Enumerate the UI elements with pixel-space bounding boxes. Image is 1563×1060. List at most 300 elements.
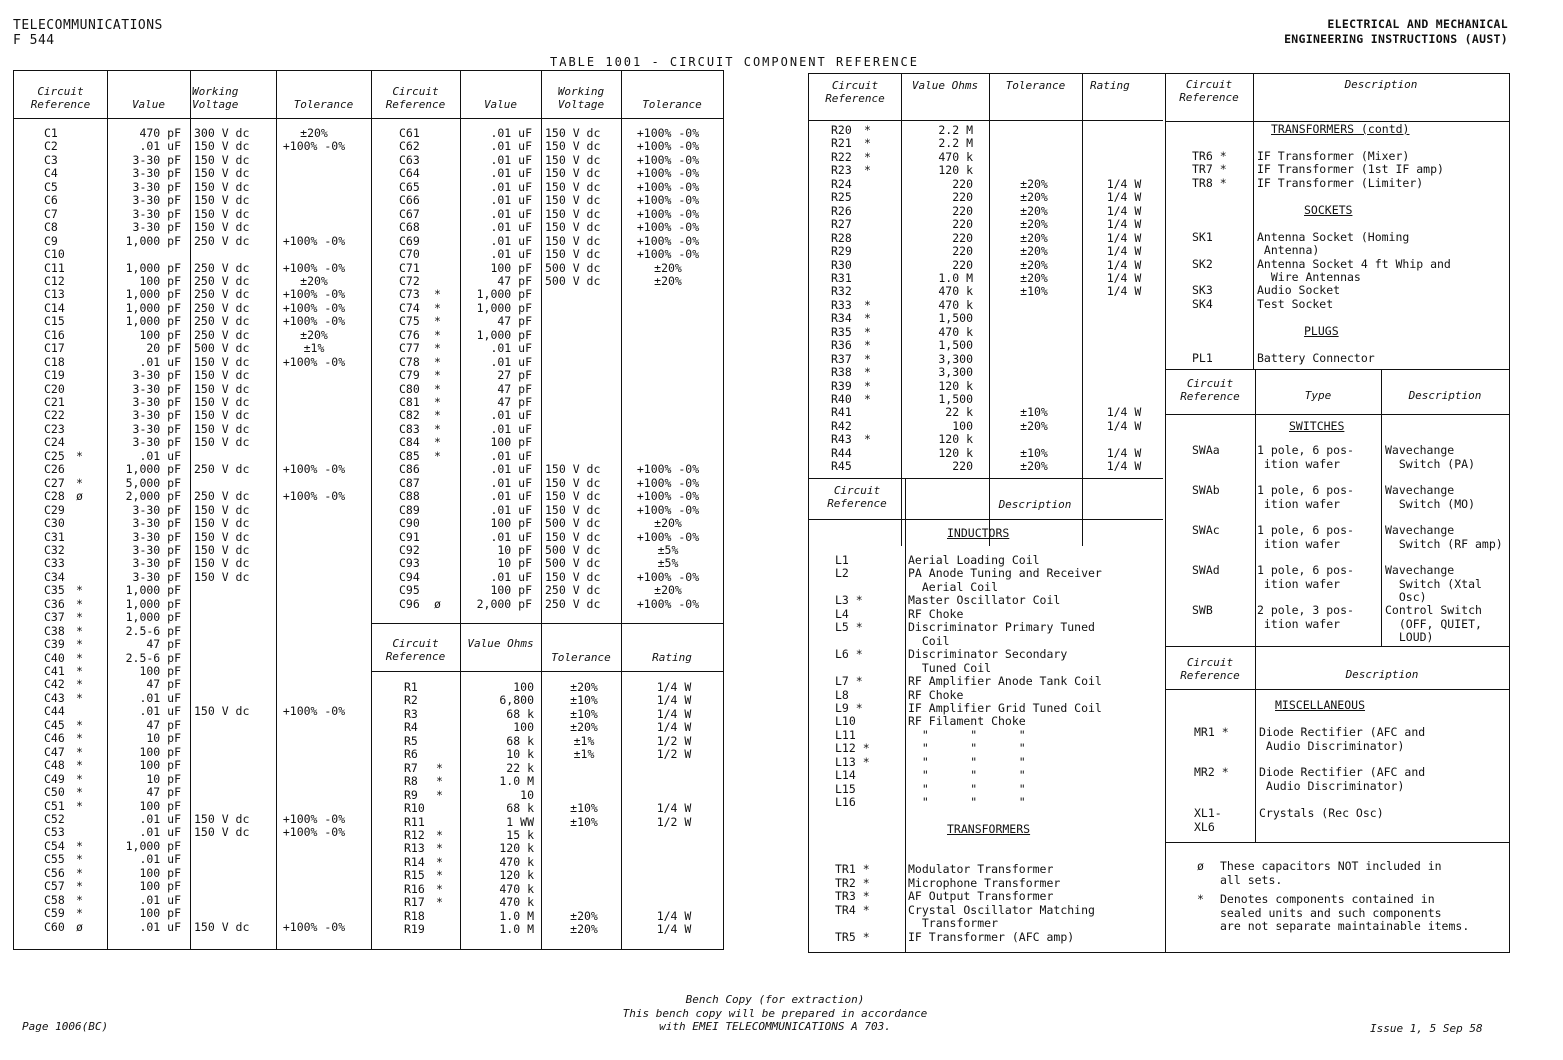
sealed-marker: *: [864, 365, 871, 380]
resistor-ref: R2: [404, 693, 418, 708]
tolerance: ±5%: [657, 556, 679, 571]
capacitor-ref: C96: [399, 596, 420, 611]
footnote-symbol: *: [1197, 892, 1204, 906]
working-voltage: 150 V dc: [545, 220, 601, 235]
bench-copy-note: [540, 993, 1010, 1034]
rating: 1/4 W: [656, 720, 692, 735]
resistor-value: 22 k: [945, 405, 973, 420]
working-voltage: 250 V dc: [194, 314, 250, 329]
capacitor-value: .01 uF: [490, 421, 532, 436]
capacitor-value: .01 uF: [139, 892, 181, 907]
component-ref: L4: [835, 606, 849, 621]
capacitor-ref: C46: [44, 731, 65, 746]
resistor-value: 220: [952, 203, 973, 218]
tolerance: ±20%: [1020, 270, 1048, 285]
capacitor-value: 1,000 pF: [125, 300, 181, 315]
capacitor-ref: C92: [399, 542, 420, 557]
switch-ref: SWB: [1192, 603, 1213, 617]
capacitor-value: .01 uF: [490, 341, 532, 356]
sealed-marker: *: [436, 841, 443, 856]
capacitor-ref: C4: [44, 166, 58, 181]
capacitor-ref: C12: [44, 273, 65, 288]
page-number: Page 1006(BC): [22, 1020, 109, 1033]
misc-ref: MR1 *: [1194, 725, 1229, 739]
capacitor-ref: C7: [44, 206, 58, 221]
working-voltage: 250 V dc: [194, 489, 250, 504]
capacitor-value: .01 uF: [139, 825, 181, 840]
capacitor-ref: C51: [44, 798, 65, 813]
tolerance: +100% -0%: [636, 529, 700, 544]
working-voltage: 150 V dc: [545, 166, 601, 181]
rating: 1/4 W: [1106, 217, 1142, 232]
capacitor-ref: C90: [399, 516, 420, 531]
sealed-marker: *: [76, 865, 83, 880]
working-voltage: 150 V dc: [194, 542, 250, 557]
rating: 1/4 W: [1106, 418, 1142, 433]
capacitor-value: .01 uF: [490, 152, 532, 167]
switch-ref: SWAd: [1192, 563, 1220, 577]
tolerance: ±20%: [1020, 190, 1048, 205]
capacitor-value: .01 uF: [490, 220, 532, 235]
resistor-value: 470 k: [938, 149, 973, 164]
component-description: Microphone Transformer: [908, 875, 1061, 890]
switches-heading: SWITCHES: [1289, 419, 1345, 433]
tolerance: +100% -0%: [636, 475, 700, 490]
capacitor-value: 10 pF: [146, 771, 181, 786]
capacitor-value: 20 pF: [146, 341, 181, 356]
capacitor-table: [13, 70, 724, 950]
capacitor-ref: C16: [44, 327, 65, 342]
capacitor-value: 3-30 pF: [132, 421, 181, 436]
hdr-value-a: Value: [131, 98, 166, 111]
working-voltage: 150 V dc: [194, 381, 250, 396]
capacitor-value: 1,000 pF: [125, 287, 181, 302]
resistor-ref: R20: [831, 123, 852, 137]
working-voltage: 250 V dc: [194, 260, 250, 275]
working-voltage: 150 V dc: [194, 395, 250, 409]
component-ref: L12 *: [835, 741, 870, 756]
working-voltage: 150 V dc: [194, 421, 250, 436]
capacitor-value: .01 uF: [139, 704, 181, 719]
sealed-marker: *: [76, 664, 83, 678]
capacitor-ref: C81: [399, 395, 420, 409]
resistor-ref: R33: [831, 297, 852, 312]
component-description: IF Transformer (AFC amp): [908, 929, 1075, 944]
sealed-marker: *: [434, 435, 441, 450]
tolerance: ±20%: [1020, 257, 1048, 272]
rating: 1/4 W: [656, 801, 692, 816]
capacitor-value: .01 uF: [139, 811, 181, 826]
resistor-ref: R14: [404, 854, 425, 869]
working-voltage: 150 V dc: [545, 462, 601, 477]
capacitor-value: 1,000 pF: [476, 300, 532, 315]
component-description: IF Transformer (Limiter): [1257, 175, 1424, 190]
working-voltage: 250 V dc: [194, 462, 250, 477]
capacitor-value: 1,000 pF: [476, 287, 532, 302]
resistor-ref: R29: [831, 244, 852, 259]
resistor-ref: R18: [404, 908, 425, 923]
working-voltage: 300 V dc: [194, 126, 250, 140]
working-voltage: 150 V dc: [194, 919, 250, 934]
capacitor-value: 1,000 pF: [125, 462, 181, 477]
component-description: " " ": [908, 741, 1026, 756]
component-description: " " ": [908, 754, 1026, 769]
sealed-marker: ø: [76, 919, 83, 934]
resistor-ref: R32: [831, 284, 852, 299]
capacitor-value: 3-30 pF: [132, 516, 181, 531]
hdr-resistor-value-a: Value Ohms: [467, 637, 534, 650]
capacitor-ref: C94: [399, 569, 420, 584]
capacitor-ref: C83: [399, 421, 420, 436]
rating: 1/4 W: [1106, 203, 1142, 218]
component-description: RF Choke: [908, 687, 964, 702]
component-ref: TR1 *: [835, 862, 870, 877]
tolerance: ±20%: [654, 260, 682, 275]
rating: 1/4 W: [1106, 459, 1142, 474]
capacitor-value: .01 uF: [490, 408, 532, 423]
resistor-ref: R24: [831, 176, 852, 191]
capacitor-ref: C62: [399, 139, 420, 154]
switch-ref: SWAb: [1192, 483, 1220, 497]
working-voltage: 150 V dc: [545, 529, 601, 544]
rating: 1/4 W: [1106, 190, 1142, 205]
component-description: PA Anode Tuning and Receiver: [908, 566, 1102, 581]
sealed-marker: *: [76, 677, 83, 692]
capacitor-ref: C65: [399, 179, 420, 194]
resistor-value: 100: [513, 680, 534, 694]
capacitor-ref: C8: [44, 220, 58, 235]
sealed-marker: *: [864, 324, 871, 339]
resistor-ref: R31: [831, 270, 852, 285]
capacitor-ref: C73: [399, 287, 420, 302]
working-voltage: 250 V dc: [194, 273, 250, 288]
capacitor-value: 2.5-6 pF: [125, 623, 181, 638]
hdr-resistor-ref-b: Circuit Reference: [825, 79, 885, 105]
tolerance: +100% -0%: [282, 489, 346, 504]
component-description: RF Amplifier Anode Tank Coil: [908, 674, 1102, 689]
sealed-marker: *: [76, 717, 83, 732]
resistor-value: 3,300: [938, 365, 973, 380]
working-voltage: 150 V dc: [545, 126, 601, 140]
capacitor-ref: C40: [44, 650, 65, 665]
resistor-value: 68 k: [506, 706, 534, 721]
working-voltage: 500 V dc: [194, 341, 250, 356]
tolerance: +100% -0%: [636, 462, 700, 477]
component-ref: SK4: [1192, 296, 1213, 311]
hdr-circuit-ref-b: Circuit Reference: [385, 85, 446, 111]
capacitor-value: 3-30 pF: [132, 152, 181, 167]
section-heading: TRANSFORMERS (contd): [1271, 122, 1410, 136]
component-ref: L10: [835, 714, 856, 729]
capacitor-value: .01 uF: [490, 569, 532, 584]
capacitor-ref: C87: [399, 475, 420, 490]
sealed-marker: *: [76, 758, 83, 773]
working-voltage: 150 V dc: [194, 193, 250, 208]
capacitor-ref: C34: [44, 569, 65, 584]
component-ref: TR8 *: [1192, 175, 1227, 190]
sealed-marker: *: [76, 785, 83, 800]
rating: 1/4 W: [1106, 405, 1142, 420]
working-voltage: 150 V dc: [545, 193, 601, 208]
working-voltage: 150 V dc: [194, 152, 250, 167]
misc-description: Diode Rectifier (AFC and Audio Discriminator): [1259, 725, 1426, 753]
sealed-marker: *: [76, 838, 83, 853]
switch-description: Wavechange Switch (RF amp): [1385, 523, 1503, 551]
capacitor-ref: C50: [44, 785, 65, 800]
section-heading: INDUCTORS: [947, 526, 1010, 540]
capacitor-value: 47 pF: [497, 395, 532, 409]
sealed-marker: *: [76, 744, 83, 759]
sealed-marker: *: [434, 287, 441, 302]
capacitor-ref: C59: [44, 906, 65, 921]
capacitor-value: 3-30 pF: [132, 368, 181, 383]
capacitor-ref: C47: [44, 744, 65, 759]
capacitor-value: 3-30 pF: [132, 542, 181, 557]
capacitor-ref: C69: [399, 233, 420, 248]
tolerance: ±20%: [570, 680, 598, 694]
working-voltage: 150 V dc: [194, 354, 250, 369]
sealed-marker: *: [436, 881, 443, 896]
tolerance: +100% -0%: [282, 139, 346, 154]
capacitor-ref: C20: [44, 381, 65, 396]
sealed-marker: *: [76, 852, 83, 867]
tolerance: ±20%: [300, 126, 328, 140]
rating: 1/4 W: [1106, 257, 1142, 272]
tolerance: ±10%: [1020, 284, 1048, 299]
resistor-value: 470 k: [499, 854, 534, 869]
component-description: RF Filament Choke: [908, 714, 1026, 729]
capacitor-ref: C29: [44, 502, 65, 517]
capacitor-ref: C6: [44, 193, 58, 208]
capacitor-ref: C31: [44, 529, 65, 544]
capacitor-ref: C13: [44, 287, 65, 302]
component-description: " " ": [908, 768, 1026, 783]
capacitor-ref: C93: [399, 556, 420, 571]
tolerance: +100% -0%: [636, 502, 700, 517]
capacitor-ref: C28: [44, 489, 65, 504]
working-voltage: 150 V dc: [194, 811, 250, 826]
working-voltage: 150 V dc: [545, 489, 601, 504]
sealed-marker: *: [436, 854, 443, 869]
capacitor-value: 100 pF: [139, 273, 181, 288]
tolerance: ±20%: [1020, 244, 1048, 259]
working-voltage: 500 V dc: [545, 542, 601, 557]
component-ref: L2: [835, 566, 849, 581]
working-voltage: 150 V dc: [545, 233, 601, 248]
switch-description: Wavechange Switch (PA): [1385, 443, 1476, 471]
resistor-value: 100: [952, 418, 973, 433]
rating: 1/4 W: [656, 680, 692, 694]
tolerance: ±20%: [570, 720, 598, 735]
capacitor-ref: C44: [44, 704, 65, 719]
tolerance: +100% -0%: [636, 193, 700, 208]
doc-publisher: [1284, 17, 1508, 47]
resistor-ref: R39: [831, 378, 852, 393]
switch-type: 1 pole, 6 pos- ition wafer: [1257, 443, 1354, 471]
resistor-ref: R28: [831, 230, 852, 245]
capacitor-ref: C95: [399, 583, 420, 598]
capacitor-ref: C80: [399, 381, 420, 396]
component-description: Aerial Loading Coil: [908, 553, 1040, 567]
resistor-ref: R22: [831, 149, 852, 164]
capacitor-value: 3-30 pF: [132, 381, 181, 396]
capacitor-ref: C41: [44, 664, 65, 678]
capacitor-value: 1,000 pF: [125, 610, 181, 625]
resistor-ref: R7: [404, 760, 418, 775]
working-voltage: 150 V dc: [194, 529, 250, 544]
rating: 1/4 W: [656, 693, 692, 708]
capacitor-ref: C64: [399, 166, 420, 181]
capacitor-ref: C85: [399, 448, 420, 463]
working-voltage: 250 V dc: [194, 300, 250, 315]
component-ref: L16: [835, 795, 856, 810]
sealed-marker: *: [434, 448, 441, 463]
capacitor-ref: C74: [399, 300, 420, 315]
sealed-marker: *: [76, 690, 83, 705]
resistor-value: 1,500: [938, 338, 973, 353]
capacitor-value: 1,000 pF: [125, 233, 181, 248]
hdr-transformer-description: Description: [1344, 78, 1418, 91]
switch-type: 1 pole, 6 pos- ition wafer: [1257, 523, 1354, 551]
sealed-marker: *: [436, 787, 443, 802]
hdr-inductor-description: Description: [998, 498, 1072, 511]
capacitor-ref: C48: [44, 758, 65, 773]
sealed-marker: *: [864, 392, 871, 406]
tolerance: ±20%: [1020, 203, 1048, 218]
capacitor-value: .01 uF: [490, 354, 532, 369]
capacitor-value: .01 uF: [490, 126, 532, 140]
capacitor-value: 2.5-6 pF: [125, 650, 181, 665]
capacitor-value: 10 pF: [497, 542, 532, 557]
capacitor-ref: C70: [399, 247, 420, 262]
sealed-marker: *: [76, 879, 83, 894]
tolerance: +100% -0%: [282, 314, 346, 329]
doc-series-line1: TELECOMMUNICATIONS: [13, 18, 163, 33]
switch-ref: SWAc: [1192, 523, 1220, 537]
capacitor-value: 3-30 pF: [132, 529, 181, 544]
sealed-marker: *: [864, 297, 871, 312]
sealed-marker: *: [76, 475, 83, 490]
capacitor-ref: C56: [44, 865, 65, 880]
sealed-marker: *: [434, 314, 441, 329]
capacitor-ref: C11: [44, 260, 65, 275]
sealed-marker: *: [436, 868, 443, 883]
hdr-working-voltage-a: Working Voltage: [192, 85, 239, 111]
capacitor-ref: C32: [44, 542, 65, 557]
capacitor-value: .01 uF: [139, 919, 181, 934]
working-voltage: 150 V dc: [194, 825, 250, 840]
capacitor-ref: C91: [399, 529, 420, 544]
capacitor-ref: C25: [44, 448, 65, 463]
tolerance: ±20%: [570, 922, 598, 937]
capacitor-value: .01 uF: [139, 139, 181, 154]
hdr-working-voltage-b: Working Voltage: [557, 85, 605, 111]
component-description: Audio Socket: [1257, 283, 1341, 298]
resistor-ref: R25: [831, 190, 852, 205]
rating: 1/2 W: [656, 814, 692, 829]
working-voltage: 150 V dc: [545, 206, 601, 221]
resistor-value: 22 k: [506, 760, 534, 775]
tolerance: +100% -0%: [636, 247, 700, 262]
capacitor-value: 2,000 pF: [476, 596, 532, 611]
capacitor-value: .01 uF: [490, 233, 532, 248]
capacitor-value: 10 pF: [497, 556, 532, 571]
sealed-marker: *: [434, 368, 441, 383]
resistor-value: 10: [520, 787, 534, 802]
resistor-ref: R26: [831, 203, 852, 218]
resistor-ref: R19: [404, 922, 425, 937]
tolerance: +100% -0%: [636, 233, 700, 248]
capacitor-value: .01 uF: [490, 166, 532, 181]
working-voltage: 500 V dc: [545, 273, 601, 288]
component-ref: L9 *: [835, 700, 863, 715]
capacitor-ref: C27: [44, 475, 65, 490]
resistor-value: 6,800: [499, 693, 534, 708]
resistor-ref: R4: [404, 720, 418, 735]
component-ref: TR2 *: [835, 875, 870, 890]
resistor-ref: R27: [831, 217, 852, 232]
capacitor-ref: C66: [399, 193, 420, 208]
resistor-value: 220: [952, 190, 973, 205]
switch-type: 1 pole, 6 pos- ition wafer: [1257, 483, 1354, 511]
working-voltage: 150 V dc: [194, 408, 250, 423]
rating: 1/4 W: [656, 706, 692, 721]
section-heading: PLUGS: [1304, 323, 1339, 338]
capacitor-value: .01 uF: [490, 448, 532, 463]
capacitor-ref: C9: [44, 233, 58, 248]
capacitor-value: 3-30 pF: [132, 569, 181, 584]
capacitor-ref: C15: [44, 314, 65, 329]
capacitor-ref: C89: [399, 502, 420, 517]
capacitor-ref: C22: [44, 408, 65, 423]
hdr-inductor-ref: Circuit Reference: [827, 484, 887, 510]
tolerance: +100% -0%: [282, 287, 346, 302]
tolerance: ±10%: [570, 801, 598, 816]
sealed-marker: *: [864, 149, 871, 164]
resistor-value: 1.0 M: [499, 774, 534, 789]
component-ref: SK1: [1192, 229, 1213, 244]
component-description: Modulator Transformer: [908, 862, 1054, 877]
tolerance: +100% -0%: [282, 704, 346, 719]
capacitor-value: 1,000 pF: [125, 260, 181, 275]
capacitor-ref: C39: [44, 637, 65, 652]
footnote-text: Denotes components contained in sealed units and such components are not separate maintainable items.: [1220, 892, 1470, 933]
capacitor-ref: C67: [399, 206, 420, 221]
capacitor-value: 3-30 pF: [132, 220, 181, 235]
capacitor-value: 100 pF: [139, 879, 181, 894]
component-description: AF Output Transformer: [908, 889, 1054, 904]
resistor-value: 2.2 M: [938, 136, 973, 151]
resistor-ref: R5: [404, 733, 418, 748]
capacitor-value: 100 pF: [490, 260, 532, 275]
tolerance: ±10%: [570, 814, 598, 829]
component-ref: L3 *: [835, 593, 863, 608]
resistor-value: 100: [513, 720, 534, 735]
tolerance: ±20%: [300, 273, 328, 288]
capacitor-ref: C72: [399, 273, 420, 288]
tolerance: +100% -0%: [282, 354, 346, 369]
capacitor-value: 100 pF: [490, 435, 532, 450]
hdr-resistor-rating-a: Rating: [652, 651, 692, 664]
working-voltage: 150 V dc: [194, 368, 250, 383]
resistor-value: 1,500: [938, 311, 973, 326]
tolerance: +100% -0%: [636, 139, 700, 154]
tolerance: ±1%: [303, 341, 325, 356]
working-voltage: 150 V dc: [194, 569, 250, 584]
working-voltage: 150 V dc: [194, 502, 250, 517]
resistor-value: 220: [952, 217, 973, 232]
hdr-switch-type: Type: [1304, 389, 1332, 402]
